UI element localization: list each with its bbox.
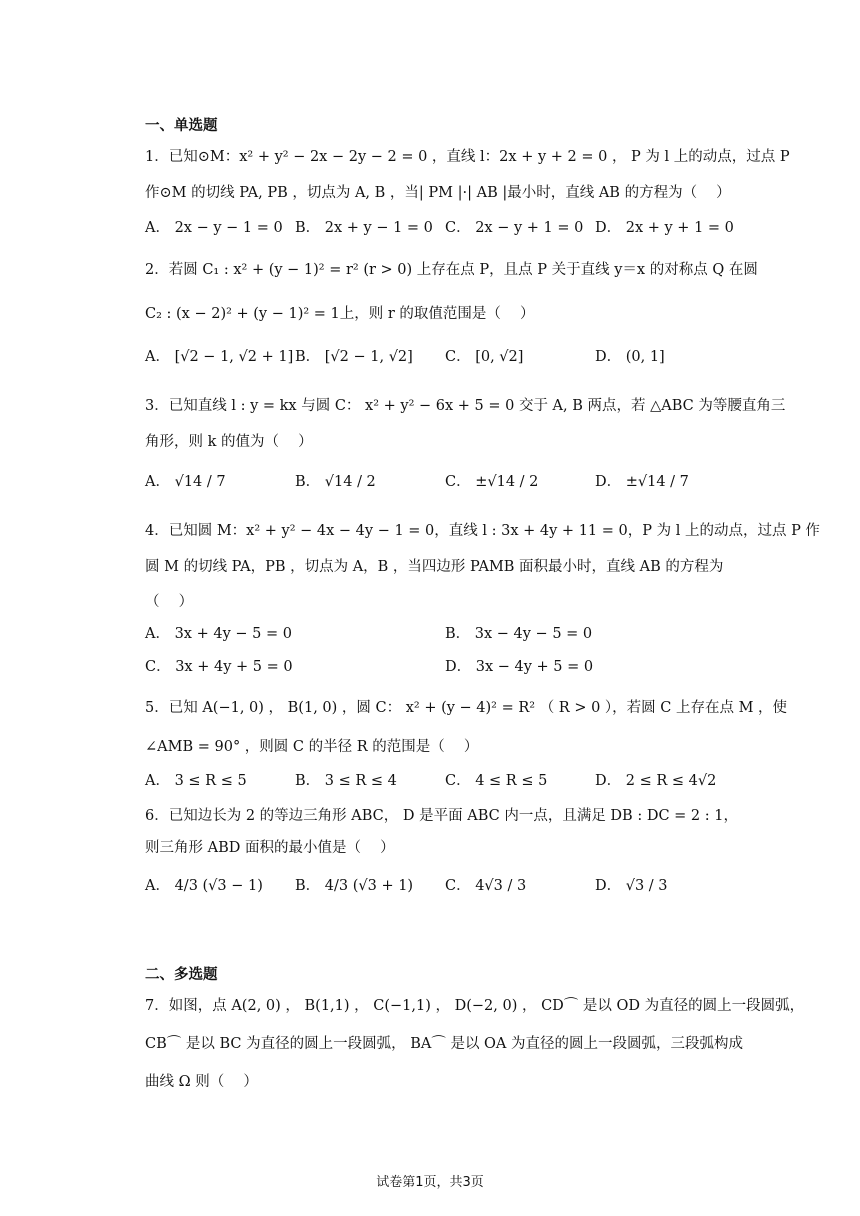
q6-option-c: C． 4√3 / 3 <box>445 878 527 894</box>
section-single-choice: 一、单选题 <box>145 118 218 134</box>
q6-option-d: D． √3 / 3 <box>595 878 668 894</box>
q4-option-d: D． 3x − 4y + 5 = 0 <box>445 659 594 675</box>
q2-option-b: B． [√2 − 1, √2] <box>295 349 413 365</box>
q2-option-c: C． [0, √2] <box>445 349 524 365</box>
q4-option-b: B． 3x − 4y − 5 = 0 <box>445 626 593 642</box>
q3-option-a: A． √14 / 7 <box>145 474 226 490</box>
q1-option-a: A． 2x − y − 1 = 0 <box>145 220 283 236</box>
q5-line1: 5．已知 A(−1, 0) ， B(1, 0) ，圆 C： x² + (y − 4)² = R² （ R > 0 ），若圆 C 上存在点 M ，使 <box>145 700 788 716</box>
q4-option-c: C． 3x + 4y + 5 = 0 <box>145 659 293 675</box>
q1-line1: 1．已知⊙M：x² + y² − 2x − 2y − 2 = 0 ，直线 l：2x + y + 2 = 0 ， P 为 l 上的动点，过点 P <box>145 149 790 165</box>
q2-line2: C₂ : (x − 2)² + (y − 1)² = 1上，则 r 的取值范围是（ ） <box>145 306 535 322</box>
q7-line2: CB⌒ 是以 BC 为直径的圆上一段圆弧， BA⌒ 是以 OA 为直径的圆上一段圆弧，三段弧构成 <box>145 1036 744 1052</box>
q4-line2: 圆 M 的切线 PA，PB ，切点为 A，B ，当四边形 PAMB 面积最小时，直线 AB 的方程为 <box>145 559 724 575</box>
q6-line2: 则三角形 ABD 面积的最小值是（ ） <box>145 840 395 856</box>
q1-option-b: B． 2x + y − 1 = 0 <box>295 220 433 236</box>
q6-option-a: A． 4/3 (√3 − 1) <box>145 878 263 894</box>
q4-option-a: A． 3x + 4y − 5 = 0 <box>145 626 292 642</box>
q6-line1: 6．已知边长为 2 的等边三角形 ABC， D 是平面 ABC 内一点，且满足 DB : DC = 2 : 1， <box>145 808 738 824</box>
q5-option-b: B． 3 ≤ R ≤ 4 <box>295 773 397 789</box>
q3-option-c: C． ±√14 / 2 <box>445 474 539 490</box>
q3-line2: 角形，则 k 的值为（ ） <box>145 434 313 450</box>
q1-line2: 作⊙M 的切线 PA, PB ，切点为 A, B ，当| PM |·| AB |最小时，直线 AB 的方程为（ ） <box>145 185 731 201</box>
page-footer: 试卷第1页，共3页 <box>376 1175 484 1190</box>
section-multi-choice: 二、多选题 <box>145 967 218 983</box>
q2-option-d: D． (0, 1] <box>595 349 665 365</box>
q5-option-c: C． 4 ≤ R ≤ 5 <box>445 773 548 789</box>
q1-option-c: C． 2x − y + 1 = 0 <box>445 220 584 236</box>
q5-line2: ∠AMB = 90° ，则圆 C 的半径 R 的范围是（ ） <box>145 739 479 755</box>
q7-line1: 7．如图，点 A(2, 0) ， B(1,1) ， C(−1,1) ， D(−2, 0) ， CD⌒ 是以 OD 为直径的圆上一段圆弧， <box>145 998 805 1014</box>
q7-line3: 曲线 Ω 则（ ） <box>145 1074 258 1090</box>
q5-option-a: A． 3 ≤ R ≤ 5 <box>145 773 247 789</box>
q3-line1: 3．已知直线 l : y = kx 与圆 C： x² + y² − 6x + 5 = 0 交于 A, B 两点，若 △ABC 为等腰直角三 <box>145 398 786 414</box>
q2-option-a: A． [√2 − 1, √2 + 1] <box>145 349 294 365</box>
q4-line3: （ ） <box>145 594 194 610</box>
q3-option-d: D． ±√14 / 7 <box>595 474 689 490</box>
q3-option-b: B． √14 / 2 <box>295 474 376 490</box>
q1-option-d: D． 2x + y + 1 = 0 <box>595 220 734 236</box>
q5-option-d: D． 2 ≤ R ≤ 4√2 <box>595 773 717 789</box>
q6-option-b: B． 4/3 (√3 + 1) <box>295 878 414 894</box>
q4-line1: 4．已知圆 M：x² + y² − 4x − 4y − 1 = 0，直线 l : 3x + 4y + 11 = 0，P 为 l 上的动点，过点 P 作 <box>145 523 820 539</box>
q2-line1: 2．若圆 C₁ : x² + (y − 1)² = r² (r > 0) 上存在点 P，且点 P 关于直线 y＝x 的对称点 Q 在圆 <box>145 262 758 278</box>
